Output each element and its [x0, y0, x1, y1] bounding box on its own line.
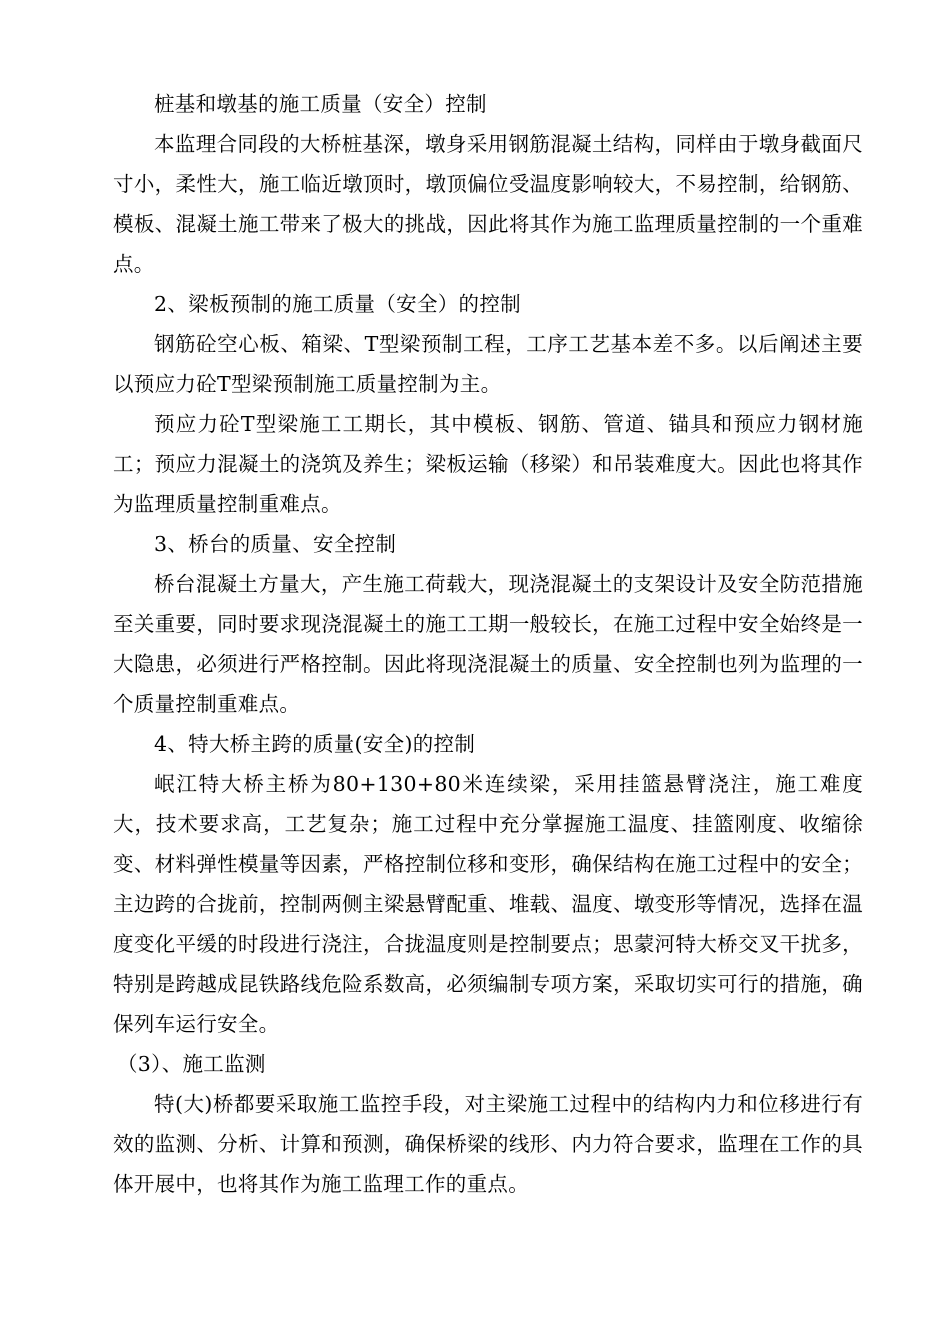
section-heading-pile-pier: 桩基和墩基的施工质量（安全）控制: [154, 92, 487, 116]
section-heading-abutment: 3、桥台的质量、安全控制: [154, 532, 397, 556]
paragraph-main-span: 岷江特大桥主桥为80+130+80米连续梁，采用挂篮悬臂浇注，施工难度大，技术要求高，工艺复杂；施工过程中充分掌握施工温度、挂篮刚度、收缩徐变、材料弹性模量等因素，严格控制位移和变形，确保结构在施工过程中的安全；主边跨的合拢前，控制两侧主梁悬臂配重、堆载、温度、墩变形等情况，选择在温度变化平缓的时段进行浇注，合拢温度则是控制要点；思蒙河特大桥交叉干扰多，特别是跨越成昆铁路线危险系数高，必须编制专项方案，采取切实可行的措施，确保列车运行安全。: [113, 772, 863, 1036]
paragraph-abutment: 桥台混凝土方量大，产生施工荷载大，现浇混凝土的支架设计及安全防范措施至关重要，同时要求现浇混凝土的施工工期一般较长，在施工过程中安全始终是一大隐患，必须进行严格控制。因此将现浇混凝土的质量、安全控制也列为监理的一个质量控制重难点。: [113, 572, 863, 716]
paragraph-beam-prefab-intro: 钢筋砼空心板、箱梁、T型梁预制工程，工序工艺基本差不多。以后阐述主要以预应力砼T型梁预制施工质量控制为主。: [113, 332, 863, 396]
section-heading-monitoring: （3）、施工监测: [117, 1052, 266, 1076]
paragraph-pile-pier: 本监理合同段的大桥桩基深，墩身采用钢筋混凝土结构，同样由于墩身截面尺寸小，柔性大，施工临近墩顶时，墩顶偏位受温度影响较大，不易控制，给钢筋、模板、混凝土施工带来了极大的挑战，因此将其作为施工监理质量控制的一个重难点。: [113, 132, 863, 276]
section-heading-beam-prefab: 2、梁板预制的施工质量（安全）的控制: [154, 292, 521, 316]
paragraph-beam-prefab-detail: 预应力砼T型梁施工工期长，其中模板、钢筋、管道、锚具和预应力钢材施工；预应力混凝土的浇筑及养生；梁板运输（移梁）和吊装难度大。因此也将其作为监理质量控制重难点。: [113, 412, 863, 516]
section-heading-main-span: 4、特大桥主跨的质量(安全)的控制: [154, 732, 476, 756]
document-body: [113, 84, 863, 1204]
paragraph-monitoring: 特(大)桥都要采取施工监控手段，对主梁施工过程中的结构内力和位移进行有效的监测、分析、计算和预测，确保桥梁的线形、内力符合要求，监理在工作的具体开展中，也将其作为施工监理工作的重点。: [113, 1092, 863, 1196]
